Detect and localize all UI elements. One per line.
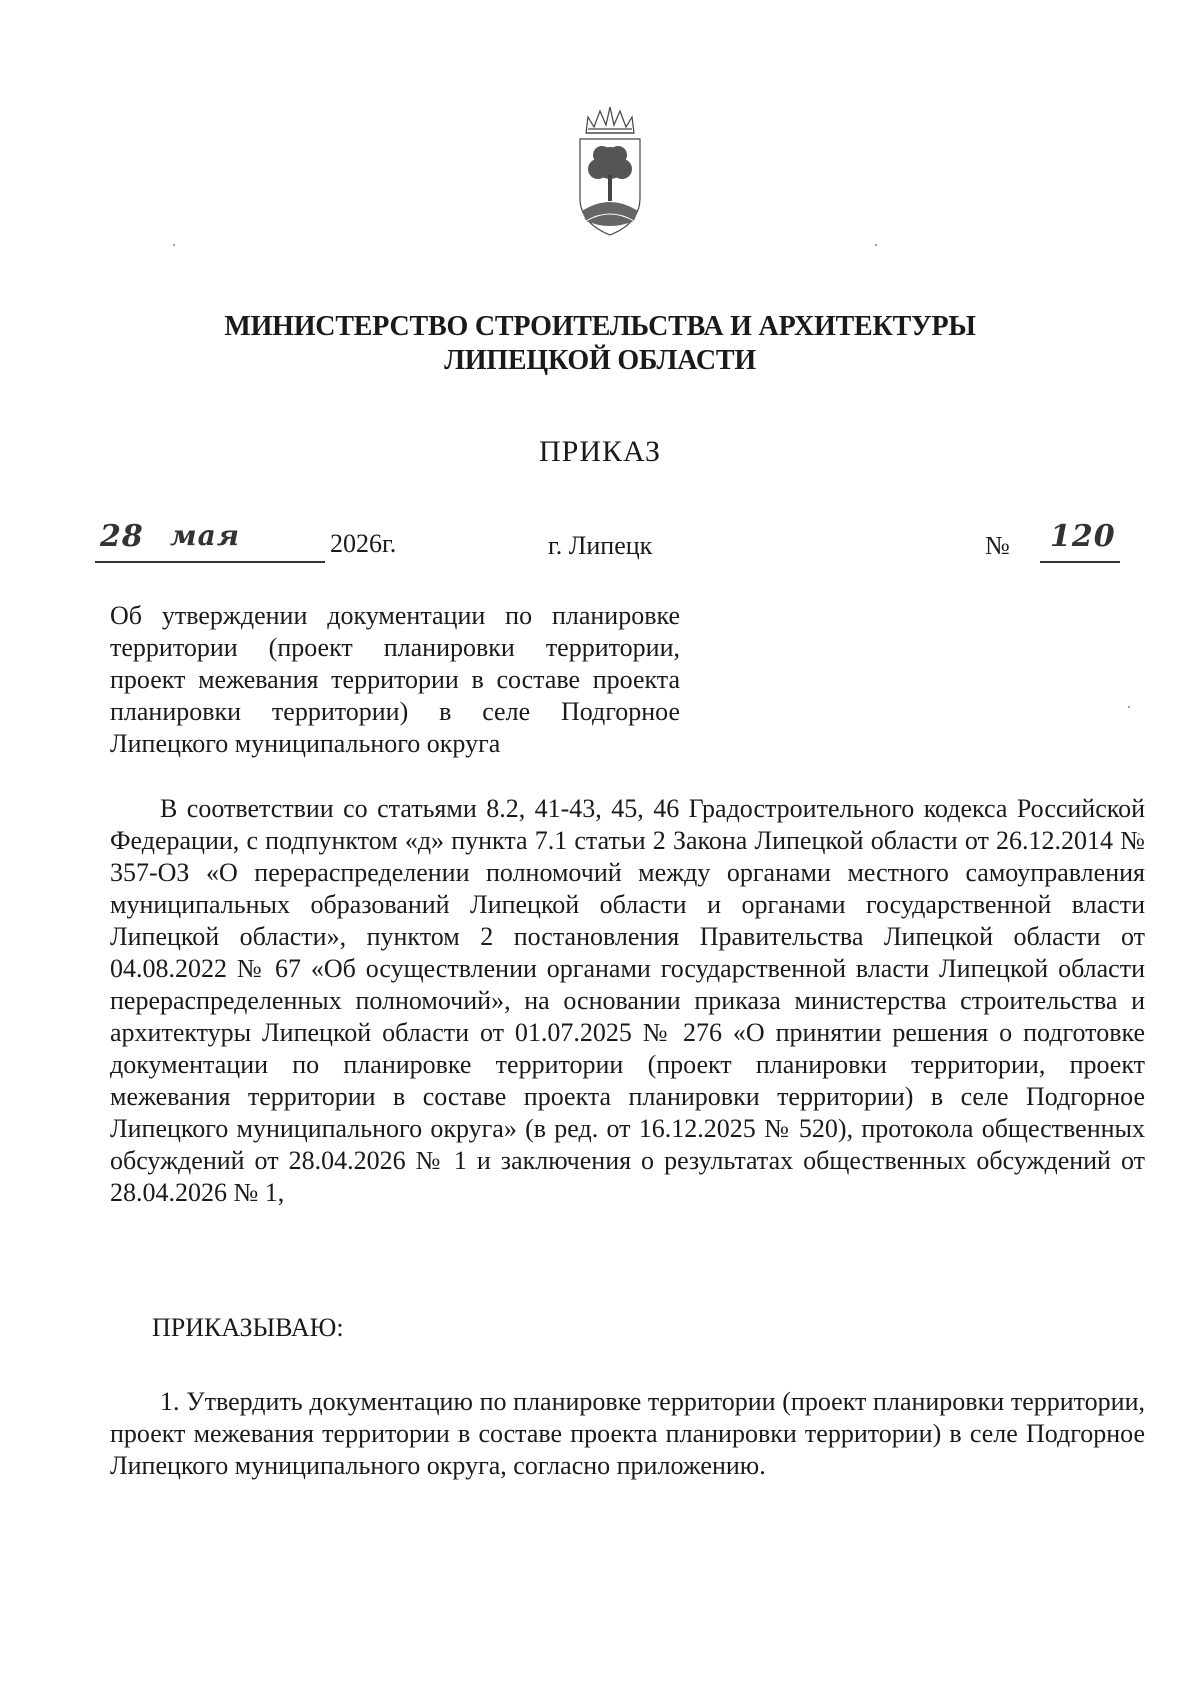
order-meta-row [0, 519, 1200, 575]
date-underline [95, 561, 325, 563]
order-title: ПРИКАЗ [539, 435, 661, 468]
ministry-name [150, 310, 1050, 378]
number-underline [1040, 561, 1120, 563]
scan-dot [173, 244, 175, 246]
date-year: 2026г. [330, 529, 397, 558]
city: г. Липецк [548, 531, 653, 560]
order-subject: Об утверждении документации по планировке территории (проект планировки территории, проект межевания территории в составе проекта планировки территории) в селе Подгорное Липецкого муниципального округа [110, 601, 680, 758]
ministry-name-line1: МИНИСТЕРСТВО СТРОИТЕЛЬСТВА И АРХИТЕКТУРЫ [224, 311, 976, 342]
orders-word: ПРИКАЗЫВАЮ: [152, 1313, 344, 1342]
date-day: 28 [100, 519, 144, 554]
ministry-name-line2: ЛИПЕЦКОЙ ОБЛАСТИ [444, 345, 756, 376]
order-item-1: 1. Утвердить документацию по планировке территории (проект планировки территории, проект межевания территории в составе проекта планировки территории) в селе Подгорное Липецкого муниципального округа, согласно приложению. [110, 1387, 1145, 1480]
preamble-paragraph: В соответствии со статьями 8.2, 41-43, 45, 46 Градостроительного кодекса Российской Федерации, с подпунктом «д» пункта 7.1 статьи 2 Закона Липецкой области от 26.12.2014 № 357-ОЗ «О перераспределении полномочий между органами местного самоуправления муниципальных образований Липецкой области и органами государственной власти Липецкой области», пунктом 2 постановления Правительства Липецкой области от 04.08.2022 № 67 «Об осуществлении органами государственной власти Липецкой области перераспределенных полномочий», на основании приказа министерства строительства и архитектуры Липецкой области от 01.07.2025 № 276 «О принятии решения о подготовке документации по планировке территории (проект планировки территории, проект межевания территории в составе проекта планировки территории) в селе Подгорное Липецкого муниципального округа» (в ред. от 16.12.2025 № 520), протокола общественных обсуждений от 28.04.2026 № 1 и заключения о результатах общественных обсуждений от 28.04.2026 № 1, [110, 794, 1145, 1207]
coat-of-arms-icon [572, 103, 648, 245]
order-number: 120 [1050, 519, 1116, 554]
scan-dot [875, 244, 877, 246]
date-month: мая [170, 519, 241, 552]
number-sign: № [985, 531, 1010, 560]
scan-dot [1128, 706, 1130, 708]
